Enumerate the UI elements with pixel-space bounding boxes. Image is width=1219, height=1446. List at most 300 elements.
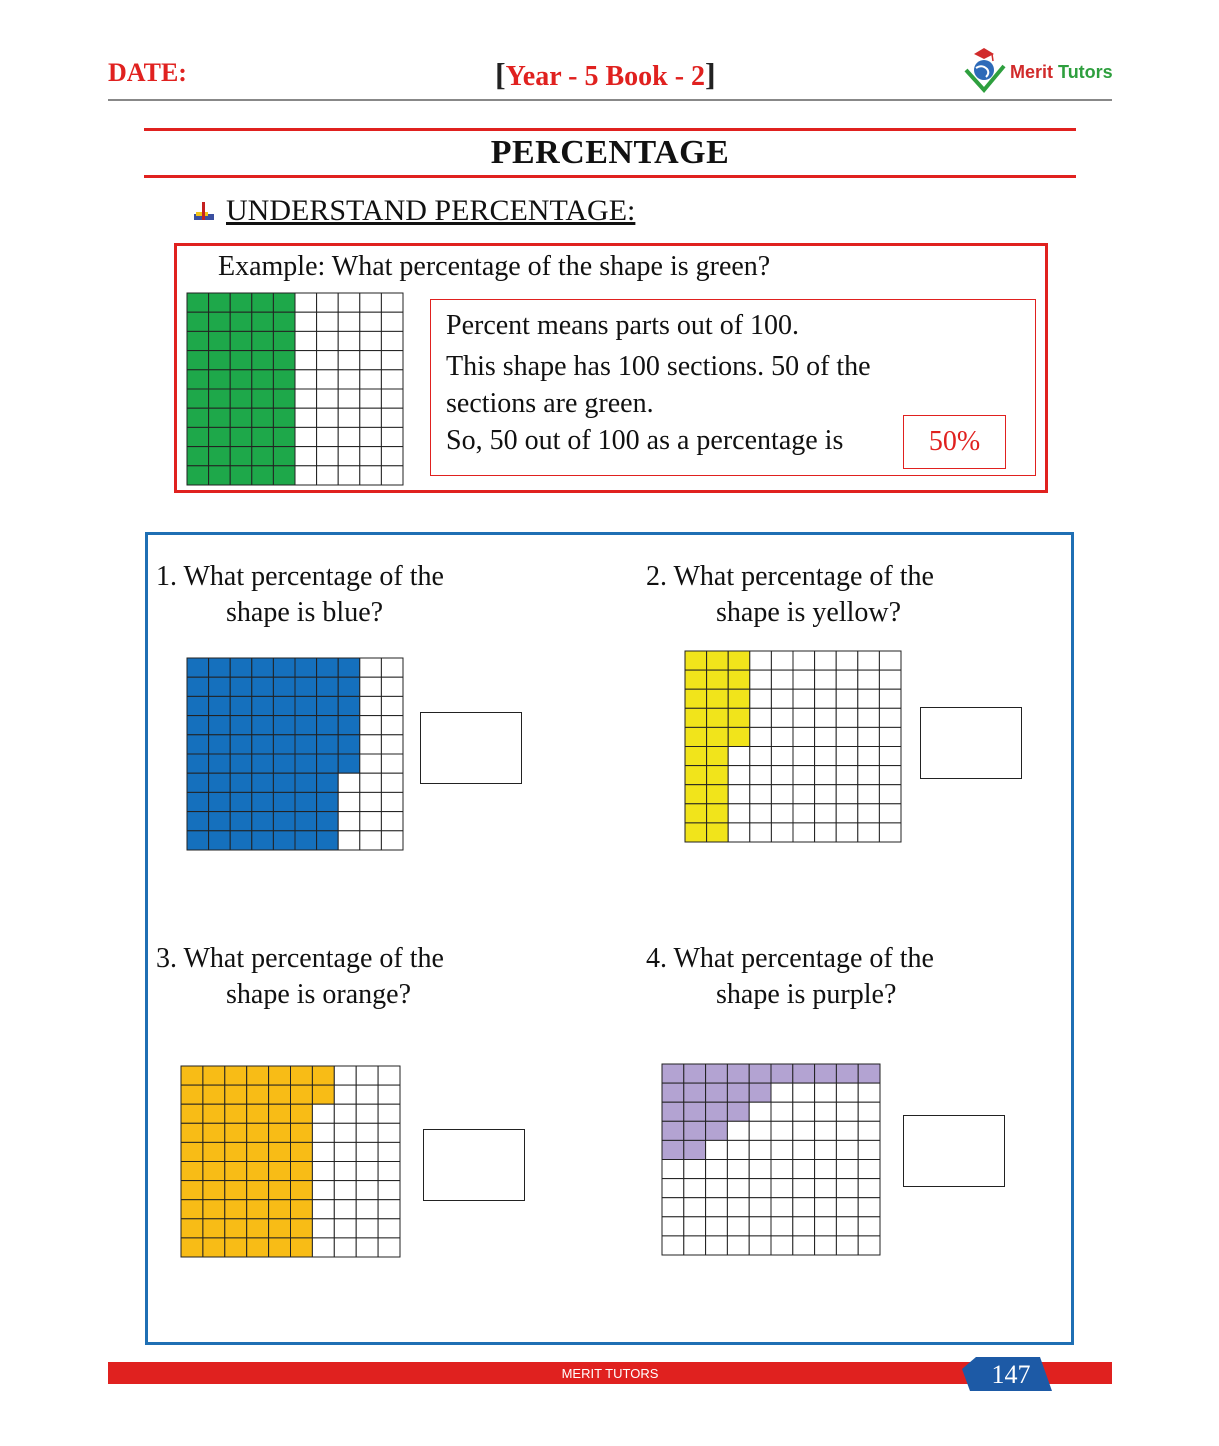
shaded-cell: [728, 651, 750, 670]
shaded-cell: [181, 1200, 203, 1219]
shaded-cell: [273, 389, 295, 408]
grid-cell: [858, 747, 880, 766]
shaded-cell: [317, 831, 339, 850]
grid-cell: [381, 812, 403, 831]
shaded-cell: [225, 1104, 247, 1123]
grid-cell: [381, 754, 403, 773]
grid-cell: [771, 1198, 793, 1217]
shaded-cell: [230, 447, 252, 466]
example-hundred-grid: [186, 292, 404, 486]
grid-cell: [684, 1160, 706, 1179]
grid-cell: [836, 1236, 858, 1255]
shaded-cell: [269, 1181, 291, 1200]
shaded-cell: [187, 831, 209, 850]
grid-cell: [771, 1102, 793, 1121]
grid-cell: [858, 1083, 880, 1102]
grid-cell: [360, 812, 382, 831]
shaded-cell: [295, 754, 317, 773]
grid-cell: [771, 747, 793, 766]
grid-cell: [317, 370, 339, 389]
shaded-cell: [252, 331, 274, 350]
grid-cell: [706, 1179, 728, 1198]
grid-cell: [295, 466, 317, 485]
shaded-cell: [187, 466, 209, 485]
grid-cell: [750, 747, 772, 766]
grid-cell: [771, 670, 793, 689]
grid-cell: [750, 823, 772, 842]
shaded-cell: [187, 812, 209, 831]
shaded-cell: [203, 1085, 225, 1104]
grid-cell: [879, 766, 901, 785]
shaded-cell: [291, 1162, 313, 1181]
shaded-cell: [247, 1219, 269, 1238]
shaded-cell: [273, 696, 295, 715]
grid-cell: [381, 466, 403, 485]
grid-cell: [793, 1102, 815, 1121]
grid-cell: [793, 1217, 815, 1236]
header-divider: [108, 99, 1112, 101]
grid-cell: [378, 1162, 400, 1181]
shaded-cell: [209, 351, 231, 370]
grid-cell: [317, 312, 339, 331]
shaded-cell: [230, 312, 252, 331]
grid-cell: [793, 689, 815, 708]
grid-cell: [312, 1142, 334, 1161]
shaded-cell: [187, 351, 209, 370]
shaded-cell: [203, 1066, 225, 1085]
grid-cell: [836, 670, 858, 689]
grid-cell: [360, 677, 382, 696]
grid-cell: [378, 1104, 400, 1123]
grid-cell: [749, 1121, 771, 1140]
answer-box-4[interactable]: [903, 1115, 1005, 1187]
grid-cell: [750, 689, 772, 708]
shaded-cell: [685, 708, 707, 727]
shaded-cell: [295, 658, 317, 677]
grid-cell: [815, 727, 837, 746]
grid-cell: [793, 785, 815, 804]
grid-cell: [858, 1236, 880, 1255]
shaded-cell: [707, 651, 729, 670]
grid-cell: [381, 658, 403, 677]
shaded-cell: [187, 447, 209, 466]
grid-cell: [879, 804, 901, 823]
shaded-cell: [728, 689, 750, 708]
grid-cell: [378, 1085, 400, 1104]
grid-cell: [858, 1102, 880, 1121]
shaded-cell: [684, 1083, 706, 1102]
grid-cell: [360, 293, 382, 312]
shaded-cell: [187, 658, 209, 677]
date-label: DATE:: [108, 58, 187, 87]
shaded-cell: [295, 831, 317, 850]
answer-box-1[interactable]: [420, 712, 522, 784]
shaded-cell: [181, 1066, 203, 1085]
shaded-cell: [269, 1066, 291, 1085]
grid-cell: [815, 1179, 837, 1198]
grid-cell: [771, 1140, 793, 1159]
grid-cell: [749, 1217, 771, 1236]
shaded-cell: [187, 754, 209, 773]
shaded-cell: [209, 312, 231, 331]
grid-cell: [360, 408, 382, 427]
shaded-cell: [203, 1104, 225, 1123]
grid-cell: [334, 1181, 356, 1200]
grid-cell: [334, 1162, 356, 1181]
shaded-cell: [225, 1219, 247, 1238]
grid-cell: [728, 804, 750, 823]
shaded-cell: [230, 427, 252, 446]
shaded-cell: [269, 1200, 291, 1219]
grid-cell: [793, 651, 815, 670]
shaded-cell: [291, 1085, 313, 1104]
grid-cell: [750, 766, 772, 785]
question-3-grid: [180, 1065, 401, 1258]
grid-cell: [858, 1121, 880, 1140]
grid-cell: [381, 716, 403, 735]
explanation-line: sections are green.: [446, 388, 654, 419]
section-subheading: UNDERSTAND PERCENTAGE:: [226, 194, 636, 227]
shaded-cell: [247, 1104, 269, 1123]
grid-cell: [771, 1179, 793, 1198]
grid-cell: [356, 1162, 378, 1181]
shaded-cell: [684, 1140, 706, 1159]
grid-cell: [771, 1217, 793, 1236]
shaded-cell: [312, 1066, 334, 1085]
grid-cell: [317, 389, 339, 408]
grid-cell: [360, 658, 382, 677]
shaded-cell: [728, 708, 750, 727]
shaded-cell: [252, 773, 274, 792]
shaded-cell: [269, 1085, 291, 1104]
grid-cell: [771, 708, 793, 727]
grid-cell: [858, 651, 880, 670]
grid-cell: [749, 1160, 771, 1179]
shaded-cell: [317, 677, 339, 696]
grid-cell: [381, 389, 403, 408]
shaded-cell: [771, 1064, 793, 1083]
shaded-cell: [317, 792, 339, 811]
shaded-cell: [252, 466, 274, 485]
shaded-cell: [707, 766, 729, 785]
shaded-cell: [295, 812, 317, 831]
shaded-cell: [858, 1064, 880, 1083]
grid-cell: [771, 689, 793, 708]
shaded-cell: [209, 754, 231, 773]
question-1-grid: [186, 657, 404, 851]
shaded-cell: [815, 1064, 837, 1083]
shaded-cell: [181, 1238, 203, 1257]
grid-cell: [662, 1160, 684, 1179]
shaded-cell: [317, 735, 339, 754]
grid-cell: [381, 427, 403, 446]
shaded-cell: [203, 1219, 225, 1238]
shaded-cell: [728, 670, 750, 689]
grid-cell: [771, 1160, 793, 1179]
shaded-cell: [706, 1064, 728, 1083]
shaded-cell: [685, 689, 707, 708]
grid-cell: [858, 670, 880, 689]
grid-cell: [858, 823, 880, 842]
grid-cell: [295, 427, 317, 446]
shaded-cell: [230, 677, 252, 696]
grid-cell: [858, 727, 880, 746]
grid-cell: [295, 447, 317, 466]
shaded-cell: [338, 716, 360, 735]
shaded-cell: [273, 735, 295, 754]
shaded-cell: [684, 1121, 706, 1140]
grid-cell: [356, 1238, 378, 1257]
shaded-cell: [187, 735, 209, 754]
grid-cell: [858, 804, 880, 823]
grid-cell: [334, 1200, 356, 1219]
grid-cell: [356, 1104, 378, 1123]
shaded-cell: [230, 351, 252, 370]
grid-cell: [815, 1140, 837, 1159]
shaded-cell: [225, 1085, 247, 1104]
grid-cell: [879, 689, 901, 708]
shaded-cell: [273, 312, 295, 331]
shaded-cell: [291, 1142, 313, 1161]
grid-cell: [836, 1121, 858, 1140]
grid-cell: [750, 727, 772, 746]
grid-cell: [334, 1085, 356, 1104]
shaded-cell: [181, 1219, 203, 1238]
shaded-cell: [291, 1181, 313, 1200]
grid-cell: [793, 823, 815, 842]
shaded-cell: [252, 677, 274, 696]
shaded-cell: [181, 1181, 203, 1200]
shaded-cell: [225, 1181, 247, 1200]
grid-cell: [360, 331, 382, 350]
shaded-cell: [230, 293, 252, 312]
shaded-cell: [793, 1064, 815, 1083]
shaded-cell: [707, 823, 729, 842]
question-4-grid: [661, 1063, 881, 1256]
shaded-cell: [252, 447, 274, 466]
example-answer: 50%: [903, 415, 1006, 469]
grid-cell: [338, 370, 360, 389]
grid-cell: [815, 670, 837, 689]
grid-cell: [771, 785, 793, 804]
shaded-cell: [252, 735, 274, 754]
grid-cell: [836, 1217, 858, 1236]
shaded-cell: [209, 677, 231, 696]
footer-brand: MERIT TUTORS: [561, 1366, 659, 1381]
shaded-cell: [707, 708, 729, 727]
shaded-cell: [269, 1142, 291, 1161]
shaded-cell: [728, 727, 750, 746]
shaded-cell: [187, 293, 209, 312]
grid-cell: [706, 1217, 728, 1236]
shaded-cell: [662, 1083, 684, 1102]
shaded-cell: [252, 658, 274, 677]
grid-cell: [749, 1236, 771, 1255]
grid-cell: [334, 1142, 356, 1161]
grid-cell: [879, 785, 901, 804]
shaded-cell: [209, 331, 231, 350]
grid-cell: [356, 1219, 378, 1238]
shaded-cell: [273, 773, 295, 792]
grid-cell: [858, 708, 880, 727]
grid-cell: [793, 1160, 815, 1179]
shaded-cell: [685, 670, 707, 689]
shaded-cell: [685, 766, 707, 785]
grid-cell: [356, 1123, 378, 1142]
shaded-cell: [706, 1121, 728, 1140]
grid-cell: [793, 708, 815, 727]
shaded-cell: [273, 370, 295, 389]
grid-cell: [858, 1140, 880, 1159]
logo-text: Merit Tutors: [1010, 62, 1113, 82]
grid-cell: [356, 1181, 378, 1200]
shaded-cell: [209, 735, 231, 754]
grid-cell: [879, 670, 901, 689]
shaded-cell: [187, 696, 209, 715]
grid-cell: [662, 1236, 684, 1255]
grid-cell: [317, 466, 339, 485]
shaded-cell: [230, 658, 252, 677]
shaded-cell: [295, 716, 317, 735]
grid-cell: [317, 331, 339, 350]
shaded-cell: [252, 831, 274, 850]
shaded-cell: [230, 812, 252, 831]
shaded-cell: [187, 773, 209, 792]
shaded-cell: [707, 670, 729, 689]
shaded-cell: [209, 812, 231, 831]
page-number: 147: [991, 1360, 1031, 1389]
grid-cell: [858, 689, 880, 708]
shaded-cell: [230, 466, 252, 485]
title-rule-top: [144, 128, 1076, 131]
grid-cell: [312, 1104, 334, 1123]
answer-box-2[interactable]: [920, 707, 1022, 779]
shaded-cell: [187, 331, 209, 350]
shaded-cell: [727, 1102, 749, 1121]
grid-cell: [836, 823, 858, 842]
grid-cell: [360, 447, 382, 466]
shaded-cell: [209, 696, 231, 715]
grid-cell: [684, 1217, 706, 1236]
shaded-cell: [295, 792, 317, 811]
grid-cell: [684, 1236, 706, 1255]
grid-cell: [338, 447, 360, 466]
answer-box-3[interactable]: [423, 1129, 525, 1201]
shaded-cell: [707, 804, 729, 823]
grid-cell: [793, 766, 815, 785]
grid-cell: [334, 1104, 356, 1123]
grid-cell: [879, 708, 901, 727]
shaded-cell: [225, 1123, 247, 1142]
shaded-cell: [252, 427, 274, 446]
grid-cell: [727, 1160, 749, 1179]
shaded-cell: [707, 689, 729, 708]
grid-cell: [706, 1198, 728, 1217]
shaded-cell: [295, 735, 317, 754]
shaded-cell: [203, 1200, 225, 1219]
shaded-cell: [252, 696, 274, 715]
shaded-cell: [230, 735, 252, 754]
grid-cell: [317, 351, 339, 370]
grid-cell: [836, 804, 858, 823]
grid-cell: [356, 1066, 378, 1085]
grid-cell: [338, 408, 360, 427]
shaded-cell: [273, 466, 295, 485]
shaded-cell: [187, 370, 209, 389]
shaded-cell: [273, 831, 295, 850]
shaded-cell: [727, 1083, 749, 1102]
grid-cell: [312, 1200, 334, 1219]
grid-cell: [815, 1236, 837, 1255]
grid-cell: [793, 1179, 815, 1198]
grid-cell: [815, 1102, 837, 1121]
grid-cell: [356, 1085, 378, 1104]
grid-cell: [836, 651, 858, 670]
grid-cell: [728, 747, 750, 766]
shaded-cell: [338, 754, 360, 773]
grid-cell: [338, 351, 360, 370]
shaded-cell: [230, 716, 252, 735]
grid-cell: [771, 766, 793, 785]
grid-cell: [750, 651, 772, 670]
shaded-cell: [230, 754, 252, 773]
grid-cell: [728, 785, 750, 804]
grid-cell: [750, 785, 772, 804]
shaded-cell: [338, 677, 360, 696]
shaded-cell: [247, 1162, 269, 1181]
shaded-cell: [662, 1064, 684, 1083]
shaded-cell: [181, 1085, 203, 1104]
grid-cell: [793, 670, 815, 689]
shaded-cell: [291, 1238, 313, 1257]
grid-cell: [858, 1217, 880, 1236]
grid-cell: [771, 804, 793, 823]
grid-cell: [378, 1238, 400, 1257]
shaded-cell: [252, 312, 274, 331]
grid-cell: [338, 293, 360, 312]
grid-cell: [360, 716, 382, 735]
grid-cell: [771, 651, 793, 670]
shaded-cell: [291, 1066, 313, 1085]
grid-cell: [793, 1083, 815, 1102]
grid-cell: [749, 1198, 771, 1217]
grid-cell: [312, 1123, 334, 1142]
grid-cell: [312, 1181, 334, 1200]
grid-cell: [815, 1121, 837, 1140]
grid-cell: [338, 389, 360, 408]
shaded-cell: [181, 1162, 203, 1181]
grid-cell: [879, 727, 901, 746]
grid-cell: [381, 312, 403, 331]
shaded-cell: [749, 1083, 771, 1102]
shaded-cell: [230, 331, 252, 350]
shaded-cell: [230, 370, 252, 389]
grid-cell: [360, 696, 382, 715]
globe-icon: [974, 60, 994, 80]
example-question: Example: What percentage of the shape is green?: [218, 251, 771, 282]
shaded-cell: [273, 716, 295, 735]
grid-cell: [312, 1238, 334, 1257]
explanation-line: Percent means parts out of 100.: [446, 310, 800, 341]
shaded-cell: [273, 427, 295, 446]
grid-cell: [662, 1179, 684, 1198]
shaded-cell: [230, 408, 252, 427]
shaded-cell: [225, 1142, 247, 1161]
shaded-cell: [312, 1085, 334, 1104]
grid-cell: [793, 727, 815, 746]
shaded-cell: [252, 812, 274, 831]
grid-cell: [836, 727, 858, 746]
